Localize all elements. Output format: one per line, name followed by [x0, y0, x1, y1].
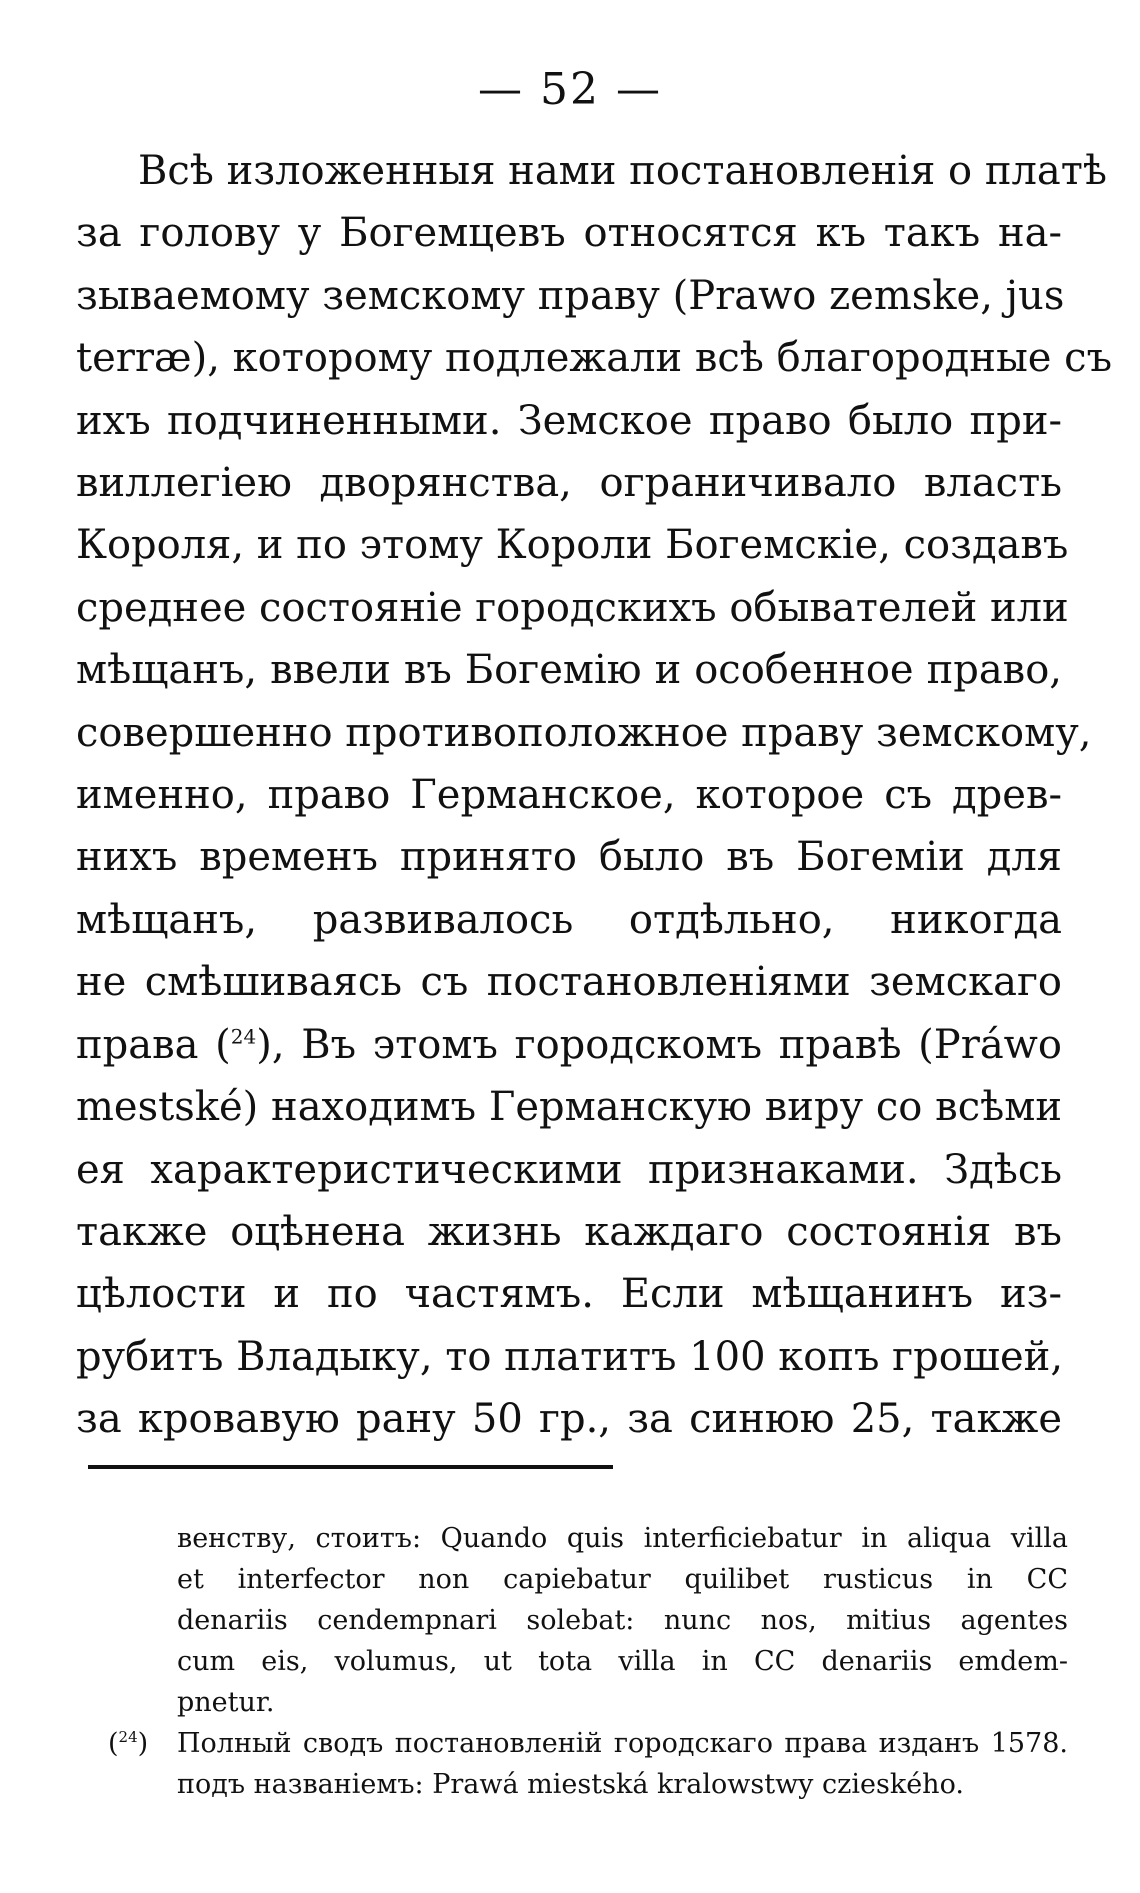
footnote-marker — [108, 1723, 148, 1764]
text-segment: права ( — [76, 1021, 231, 1068]
text-line: terræ), которому подлежали всѣ благородные съ — [76, 335, 1113, 382]
text-line: ихъ подчиненными. Земское право было при- — [76, 397, 1062, 444]
main-text — [76, 140, 1113, 1451]
text-line: за голову у Богемцевъ относятся къ такъ на- — [76, 210, 1062, 257]
text-line: цѣлости и по частямъ. Если мѣщанинъ из- — [76, 1271, 1062, 1318]
text-line: нихъ временъ принято было въ Богеміи для — [76, 834, 1062, 881]
text-line: мѣщанъ, ввели въ Богемію и особенное право, — [76, 647, 1062, 694]
text-line: Всѣ изложенныя нами постановленія о платѣ — [138, 148, 1108, 194]
text-line: за кровавую рану 50 гр., за синюю 25, также — [76, 1396, 1062, 1443]
footnote-line: et interfector non capiebatur quilibet rusticus in CC — [177, 1564, 1068, 1595]
text-line: рубитъ Владыку, то платитъ 100 копъ грошей, — [76, 1333, 1064, 1380]
text-segment: ), Въ этомъ городскомъ правѣ (Práwo — [256, 1021, 1062, 1068]
footnote-line: cum eis, volumus, ut tota villa in CC denariis emdem- — [177, 1646, 1068, 1677]
page-number: — 52 — — [478, 64, 662, 115]
text-line: Короля, и по этому Короли Богемскіе, создавъ — [76, 522, 1069, 569]
footnote-continuation — [108, 1518, 1068, 1723]
footnote-separator — [88, 1465, 613, 1469]
text-line: мѣщанъ, развивалось отдѣльно, никогда — [76, 896, 1062, 943]
text-line-with-footnote-ref — [76, 1014, 1062, 1076]
footnote-24 — [108, 1723, 1068, 1805]
text-line: зываемому земскому праву (Prawo zemske, jus — [76, 272, 1065, 319]
text-line: также оцѣнена жизнь каждаго состоянія въ — [76, 1208, 1062, 1255]
text-line: ея характеристическими признаками. Здѣсь — [76, 1146, 1062, 1193]
footnote-line: подъ названіемъ: Prawá miestská kralowstwy czieského. — [177, 1769, 964, 1800]
text-line: mestské) находимъ Германскую виру со всѣми — [76, 1084, 1062, 1131]
footnote-reference: 24 — [230, 1024, 257, 1049]
text-line: среднее состояніе городскихъ обывателей или — [76, 584, 1069, 631]
marker-paren: ) — [137, 1728, 149, 1759]
footnotes — [108, 1518, 1068, 1805]
footnote-line: pnetur. — [177, 1687, 275, 1718]
marker-paren: ( — [108, 1728, 119, 1759]
footnote-line: венству, стоитъ: Quando quis interficiebatur in aliqua villa — [177, 1523, 1068, 1554]
text-line: совершенно противоположное праву земскому, — [76, 709, 1092, 756]
text-line: виллегіею дворянства, ограничивало власть — [76, 460, 1062, 507]
footnote-line: denariis cendempnari solebat: nunc nos, mitius agentes — [177, 1605, 1068, 1636]
text-line: именно, право Германское, которое съ древ- — [76, 772, 1062, 819]
marker-number: 24 — [118, 1728, 138, 1746]
footnote-line: Полный сводъ постановленій городскаго права изданъ 1578. — [177, 1728, 1068, 1759]
text-line: не смѣшиваясь съ постановленіями земскаго — [76, 959, 1062, 1006]
